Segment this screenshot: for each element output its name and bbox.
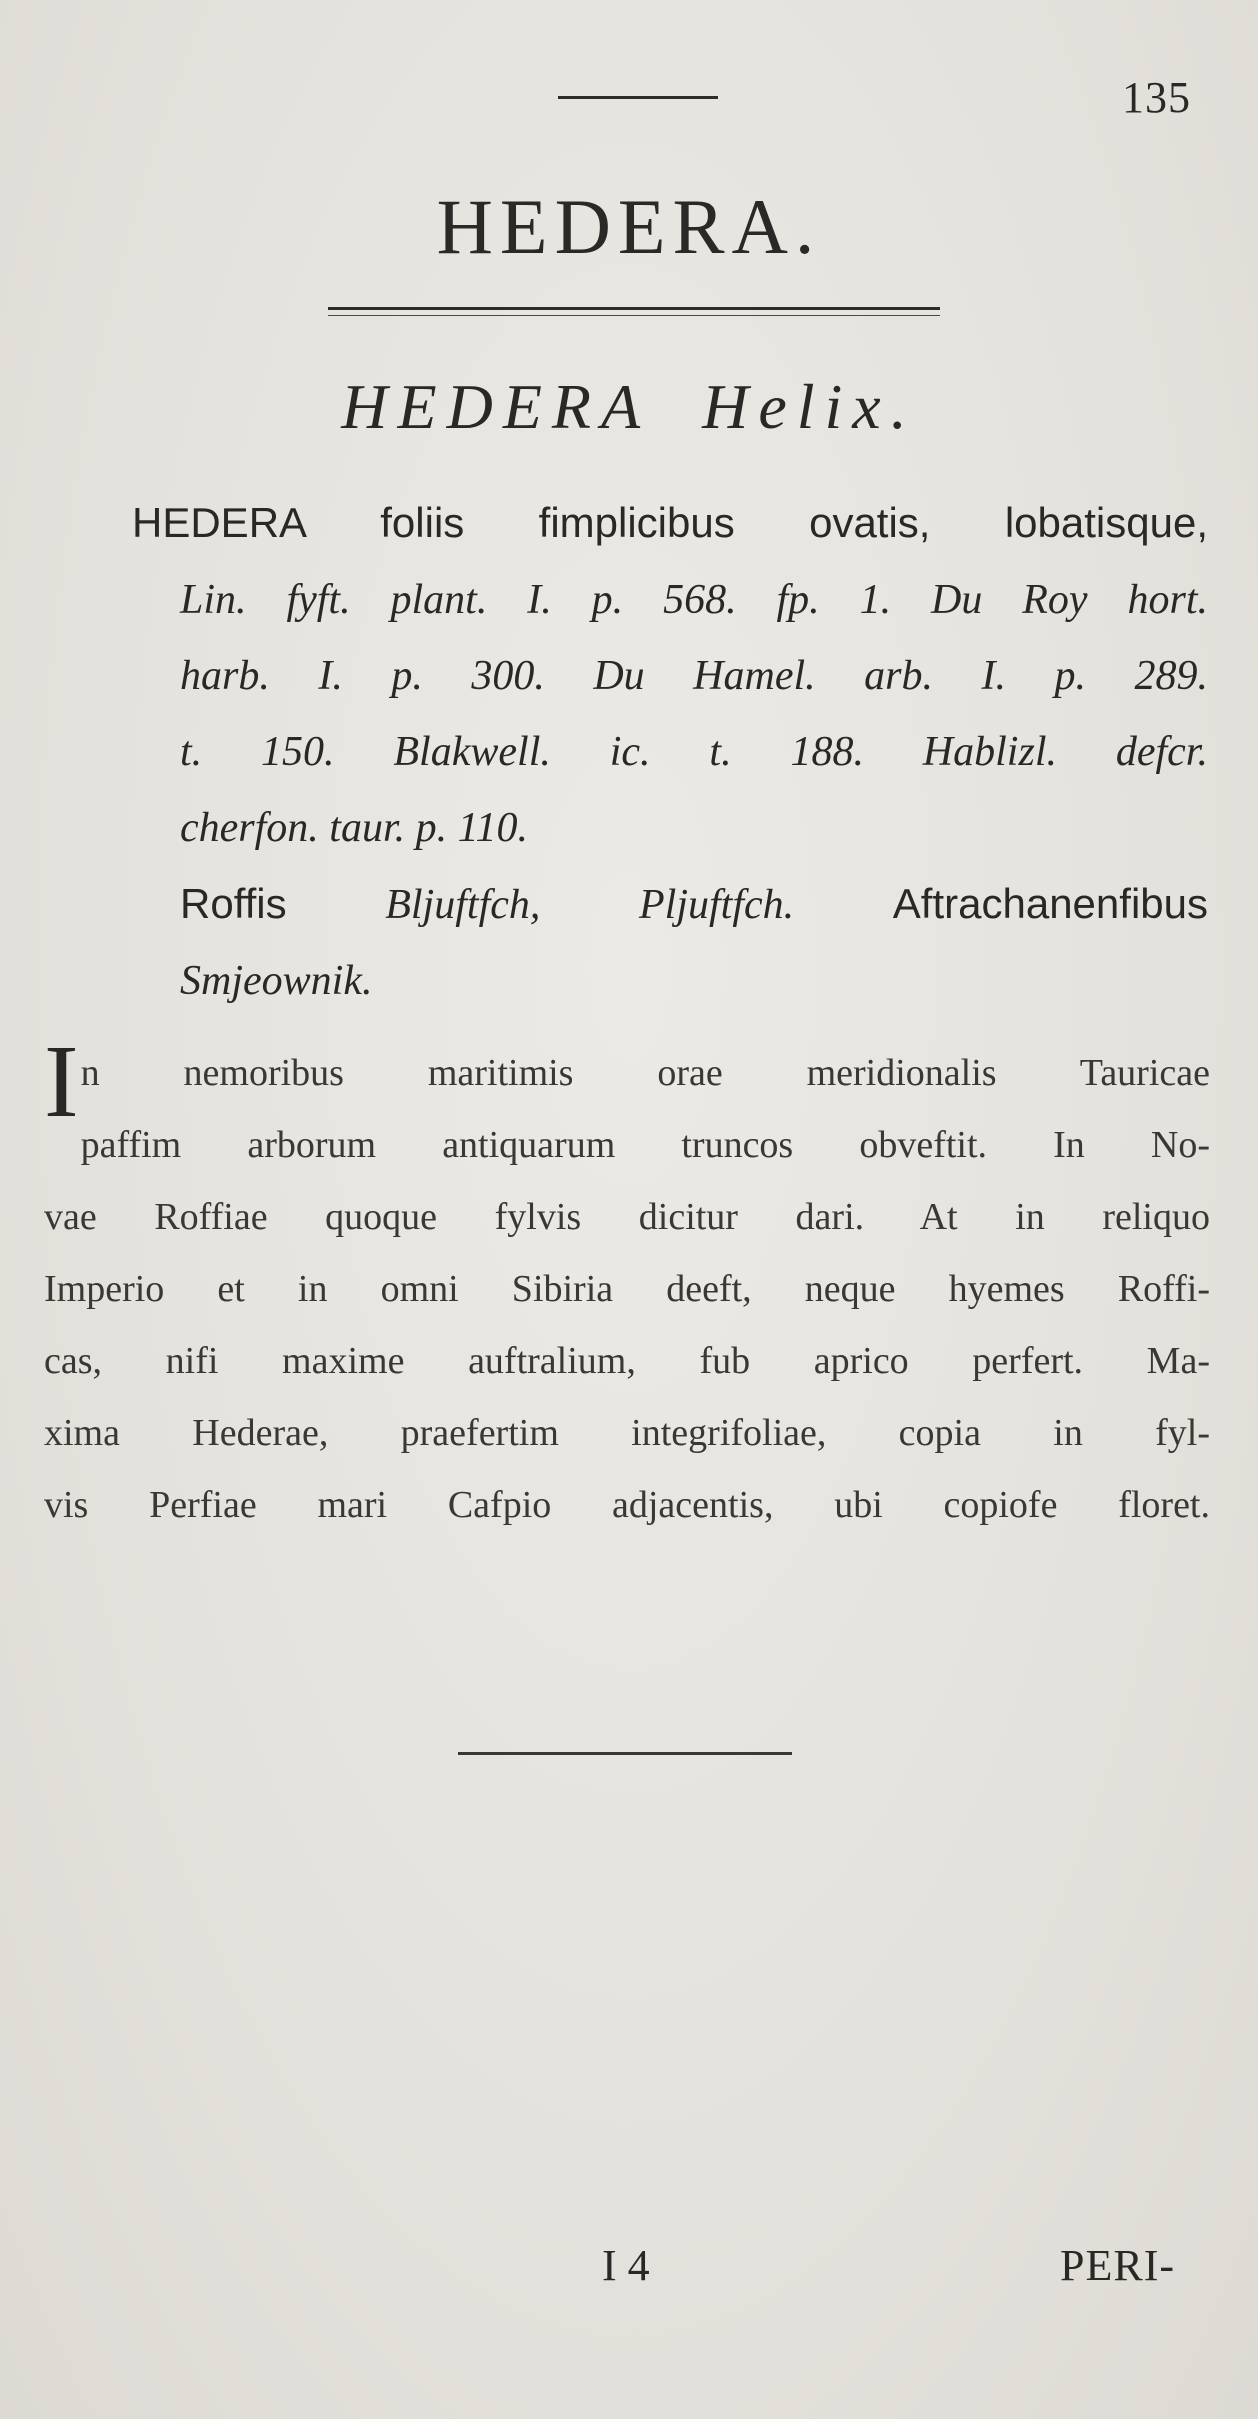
- entry-russian-names: Bljuftfch, Pljuftfch.: [385, 882, 795, 928]
- body-paragraph: [44, 1024, 1210, 1541]
- entry-line-7: Smjeownik.: [180, 958, 373, 1004]
- species-epithet: Helix.: [702, 371, 917, 442]
- entry-line-6: [132, 866, 1208, 943]
- entry-line-3: harb. I. p. 300. Du Hamel. arb. I. p. 289.: [180, 653, 1208, 699]
- header-rule: [558, 96, 718, 99]
- body-line-7: vis Perfiae mari Cafpio adjacentis, ubi copiofe floret.: [44, 1484, 1210, 1526]
- entry-genus-name: HEDERA: [132, 499, 308, 546]
- catchword: PERI-: [1060, 2241, 1175, 2290]
- body-line-4: Imperio et in omni Sibiria deeft, neque hyemes Roffi-: [44, 1268, 1210, 1310]
- entry-line-5: cherfon. taur. p. 110.: [180, 805, 529, 851]
- body-line-3: vae Roffiae quoque fylvis dicitur dari. At in reliquo: [44, 1196, 1210, 1238]
- entry-roffis: Roffis: [180, 880, 287, 927]
- species-heading: [0, 370, 1258, 444]
- entry-line-2: Lin. fyft. plant. I. p. 568. fp. 1. Du Roy hort.: [180, 577, 1208, 623]
- body-line-6: xima Hederae, praefertim integrifoliae, copia in fyl-: [44, 1412, 1210, 1454]
- entry-astrachan: Aftrachanenfibus: [892, 880, 1208, 927]
- species-genus: HEDERA: [341, 371, 651, 442]
- section-end-rule: [458, 1752, 792, 1755]
- entry-line-1: [132, 485, 1208, 562]
- entry-line-4: t. 150. Blakwell. ic. t. 188. Hablizl. defcr.: [180, 729, 1208, 775]
- entry-diagnosis: foliis fimplicibus ovatis, lobatisque,: [380, 499, 1209, 546]
- signature-mark: I 4: [602, 2241, 650, 2290]
- drop-cap: I: [44, 1024, 79, 1139]
- page-number: 135: [1122, 73, 1191, 122]
- body-line-2: paffim arborum antiquarum truncos obveftit. In No-: [80, 1124, 1210, 1166]
- page-title: HEDERA.: [436, 183, 822, 270]
- title-rule: [328, 307, 940, 316]
- synonymy-entry: [132, 485, 1208, 1019]
- body-line-5: cas, nifi maxime auftralium, fub aprico perfert. Ma-: [44, 1340, 1210, 1382]
- body-line-1: n nemoribus maritimis orae meridionalis Tauricae: [80, 1052, 1210, 1094]
